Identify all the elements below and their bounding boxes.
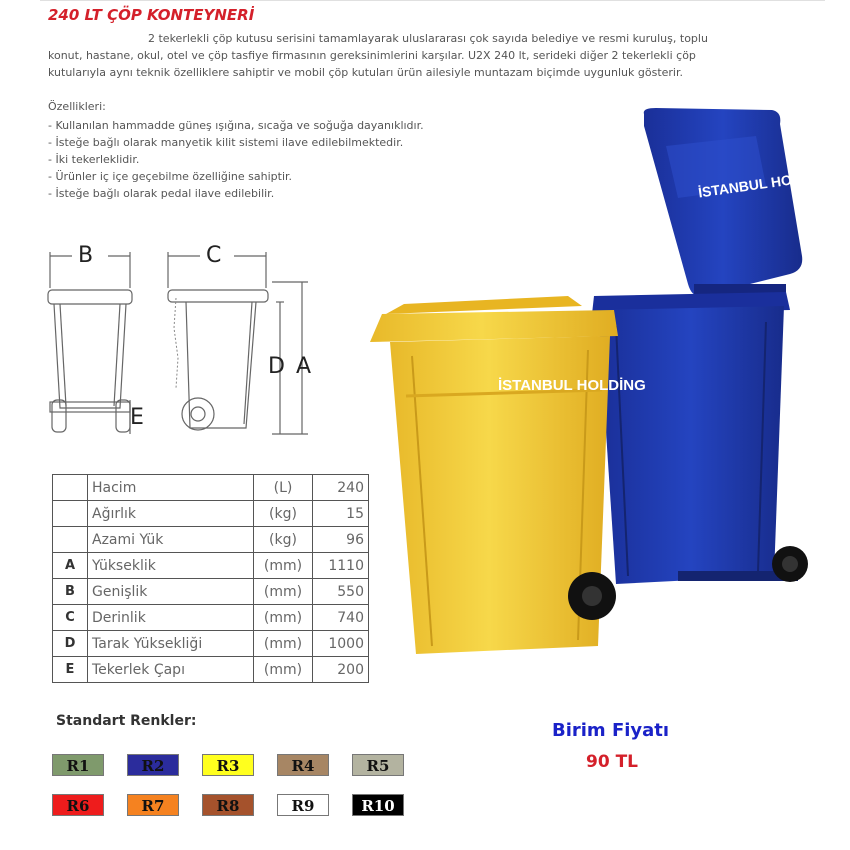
spec-unit: (kg)	[254, 527, 313, 553]
spec-name: Ağırlık	[88, 501, 254, 527]
color-swatch-r6: R6	[52, 794, 104, 816]
spec-code: A	[53, 553, 88, 579]
color-swatch-r5: R5	[352, 754, 404, 776]
spec-code	[53, 475, 88, 501]
color-swatch-r8: R8	[202, 794, 254, 816]
table-row	[53, 527, 369, 553]
color-swatch-r7: R7	[127, 794, 179, 816]
color-swatch-r9: R9	[277, 794, 329, 816]
feature-item: - Ürünler iç içe geçebilme özelliğine sahiptir.	[48, 168, 424, 185]
price-label: Birim Fiyatı	[552, 720, 670, 741]
spec-name: Tekerlek Çapı	[88, 657, 254, 683]
spec-value: 740	[313, 605, 369, 631]
spec-code: D	[53, 631, 88, 657]
spec-unit: (kg)	[254, 501, 313, 527]
color-swatch-r3: R3	[202, 754, 254, 776]
yellow-bin-brand: İSTANBUL HOLDİNG	[498, 377, 646, 394]
intro-line-3: kutularıyla aynı teknik özelliklere sahiptir ve mobil çöp kutuları ürün ailesiyle muntazam biçimde uygunluk gösterir.	[48, 66, 683, 79]
spec-unit: (L)	[254, 475, 313, 501]
dimension-label-c: C	[206, 243, 222, 268]
top-divider	[40, 0, 825, 1]
spec-name: Tarak Yüksekliği	[88, 631, 254, 657]
technical-drawing	[40, 238, 340, 448]
spec-name: Genişlik	[88, 579, 254, 605]
table-row	[53, 579, 369, 605]
product-illustration	[366, 106, 836, 686]
spec-code	[53, 527, 88, 553]
spec-name: Azami Yük	[88, 527, 254, 553]
spec-value: 240	[313, 475, 369, 501]
intro-line-2: konut, hastane, okul, otel ve çöp tasfiye firmasının gereksinimlerini karşılar. U2X 240 lt, serideki diğer 2 tekerlekli çöp	[48, 49, 696, 62]
table-row	[53, 631, 369, 657]
page-title: 240 LT ÇÖP KONTEYNERİ	[48, 6, 255, 24]
spec-code: B	[53, 579, 88, 605]
table-row	[53, 475, 369, 501]
spec-code: E	[53, 657, 88, 683]
table-row	[53, 501, 369, 527]
dimension-label-a: A	[296, 354, 312, 379]
color-swatch-r1: R1	[52, 754, 104, 776]
spec-unit: (mm)	[254, 657, 313, 683]
table-row	[53, 657, 369, 683]
spec-unit: (mm)	[254, 579, 313, 605]
intro-paragraph	[48, 30, 778, 81]
table-row	[53, 605, 369, 631]
dimension-label-b: B	[78, 243, 94, 268]
dimension-label-d: D	[268, 354, 285, 379]
spec-value: 200	[313, 657, 369, 683]
color-swatch-r2: R2	[127, 754, 179, 776]
spec-name: Hacim	[88, 475, 254, 501]
feature-item: - İsteğe bağlı olarak pedal ilave edilebilir.	[48, 185, 424, 202]
spec-unit: (mm)	[254, 631, 313, 657]
spec-name: Derinlik	[88, 605, 254, 631]
spec-code	[53, 501, 88, 527]
color-swatch-r10: R10	[352, 794, 404, 816]
feature-item: - İki tekerleklidir.	[48, 151, 424, 168]
spec-value: 1000	[313, 631, 369, 657]
intro-line-1: 2 tekerlekli çöp kutusu serisini tamamlayarak uluslararası çok sayıda belediye ve resmi kuruluş, toplu	[148, 32, 708, 45]
feature-item: - İsteğe bağlı olarak manyetik kilit sistemi ilave edilebilmektedir.	[48, 134, 424, 151]
dimension-label-e: E	[130, 405, 144, 430]
spec-value: 96	[313, 527, 369, 553]
features-heading: Özellikleri:	[48, 100, 106, 113]
yellow-bin	[370, 296, 646, 654]
colors-heading: Standart Renkler:	[56, 713, 197, 729]
spec-name: Yükseklik	[88, 553, 254, 579]
table-row	[53, 553, 369, 579]
price-value: 90 TL	[586, 752, 639, 772]
spec-code: C	[53, 605, 88, 631]
blue-bin	[592, 108, 836, 584]
spec-table	[52, 474, 369, 683]
spec-value: 550	[313, 579, 369, 605]
color-swatch-r4: R4	[277, 754, 329, 776]
feature-item: - Kullanılan hammadde güneş ışığına, sıcağa ve soğuğa dayanıklıdır.	[48, 117, 424, 134]
spec-unit: (mm)	[254, 553, 313, 579]
spec-value: 1110	[313, 553, 369, 579]
spec-unit: (mm)	[254, 605, 313, 631]
spec-value: 15	[313, 501, 369, 527]
blue-bin-brand: İSTANBUL HOLDİNG	[697, 165, 836, 201]
